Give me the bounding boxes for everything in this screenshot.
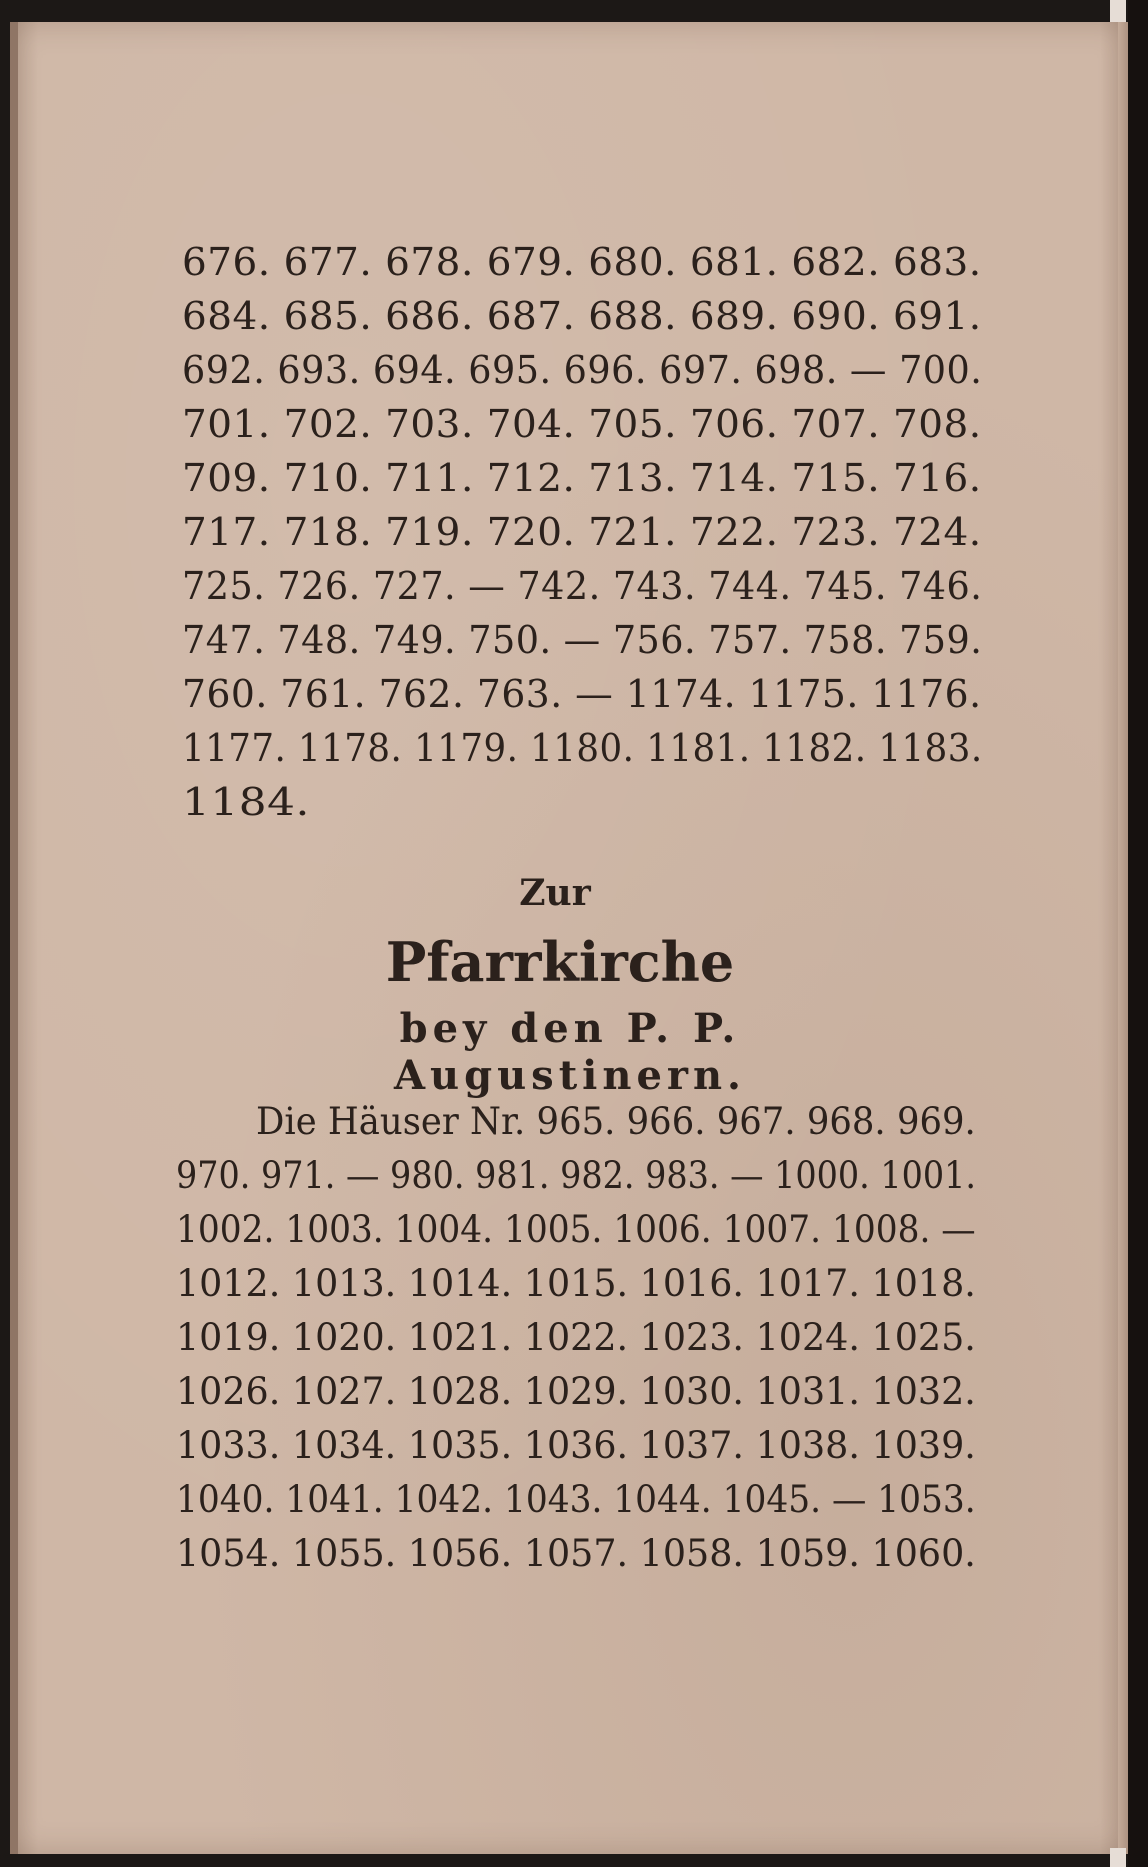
paragraph-line: 970. 971. — 980. 981. 982. 983. — 1000. 1001.	[176, 1154, 977, 1197]
scan-marker-top	[1110, 0, 1126, 22]
paragraph-line: 1002. 1003. 1004. 1005. 1006. 1007. 1008. —	[176, 1208, 976, 1251]
number-line: 725. 726. 727. — 742. 743. 744. 745. 746.	[182, 564, 983, 608]
number-line: 709. 710. 711. 712. 713. 714. 715. 716.	[182, 456, 982, 500]
scan-right-border	[1128, 0, 1148, 1867]
number-line: 717. 718. 719. 720. 721. 722. 723. 724.	[182, 510, 982, 554]
house-list-paragraph	[176, 1100, 976, 1600]
scan-marker-bottom	[1110, 1848, 1126, 1867]
number-line: 684. 685. 686. 687. 688. 689. 690. 691.	[182, 294, 982, 338]
paragraph-line: 1040. 1041. 1042. 1043. 1044. 1045. — 1053.	[176, 1478, 976, 1521]
number-line: 676. 677. 678. 679. 680. 681. 682. 683.	[182, 240, 982, 284]
paragraph-line: 1012. 1013. 1014. 1015. 1016. 1017. 1018.	[176, 1262, 976, 1305]
page-gutter	[10, 22, 18, 1854]
paragraph-line: 1054. 1055. 1056. 1057. 1058. 1059. 1060.	[176, 1532, 976, 1575]
paragraph-line: 1026. 1027. 1028. 1029. 1030. 1031. 1032.	[176, 1370, 976, 1413]
section-title: Pfarrkirche	[385, 930, 735, 994]
number-line: 747. 748. 749. 750. — 756. 757. 758. 759.	[182, 618, 983, 662]
section-subtitle: bey den P. P. Augustinern.	[394, 1005, 746, 1099]
number-line: 701. 702. 703. 704. 705. 706. 707. 708.	[182, 402, 982, 446]
heading-prefix: Zur	[519, 872, 591, 914]
paragraph-line: 1033. 1034. 1035. 1036. 1037. 1038. 1039.	[176, 1424, 976, 1467]
paragraph-line: 1019. 1020. 1021. 1022. 1023. 1024. 1025.	[176, 1316, 976, 1359]
paragraph-line: Die Häuser Nr. 965. 966. 967. 968. 969.	[256, 1100, 976, 1143]
number-line: 1177. 1178. 1179. 1180. 1181. 1182. 1183.	[182, 726, 983, 770]
house-number-list	[182, 240, 982, 830]
number-line: 1184.	[182, 780, 310, 824]
number-line: 760. 761. 762. 763. — 1174. 1175. 1176.	[182, 672, 982, 716]
number-line: 692. 693. 694. 695. 696. 697. 698. — 700.	[182, 348, 983, 392]
